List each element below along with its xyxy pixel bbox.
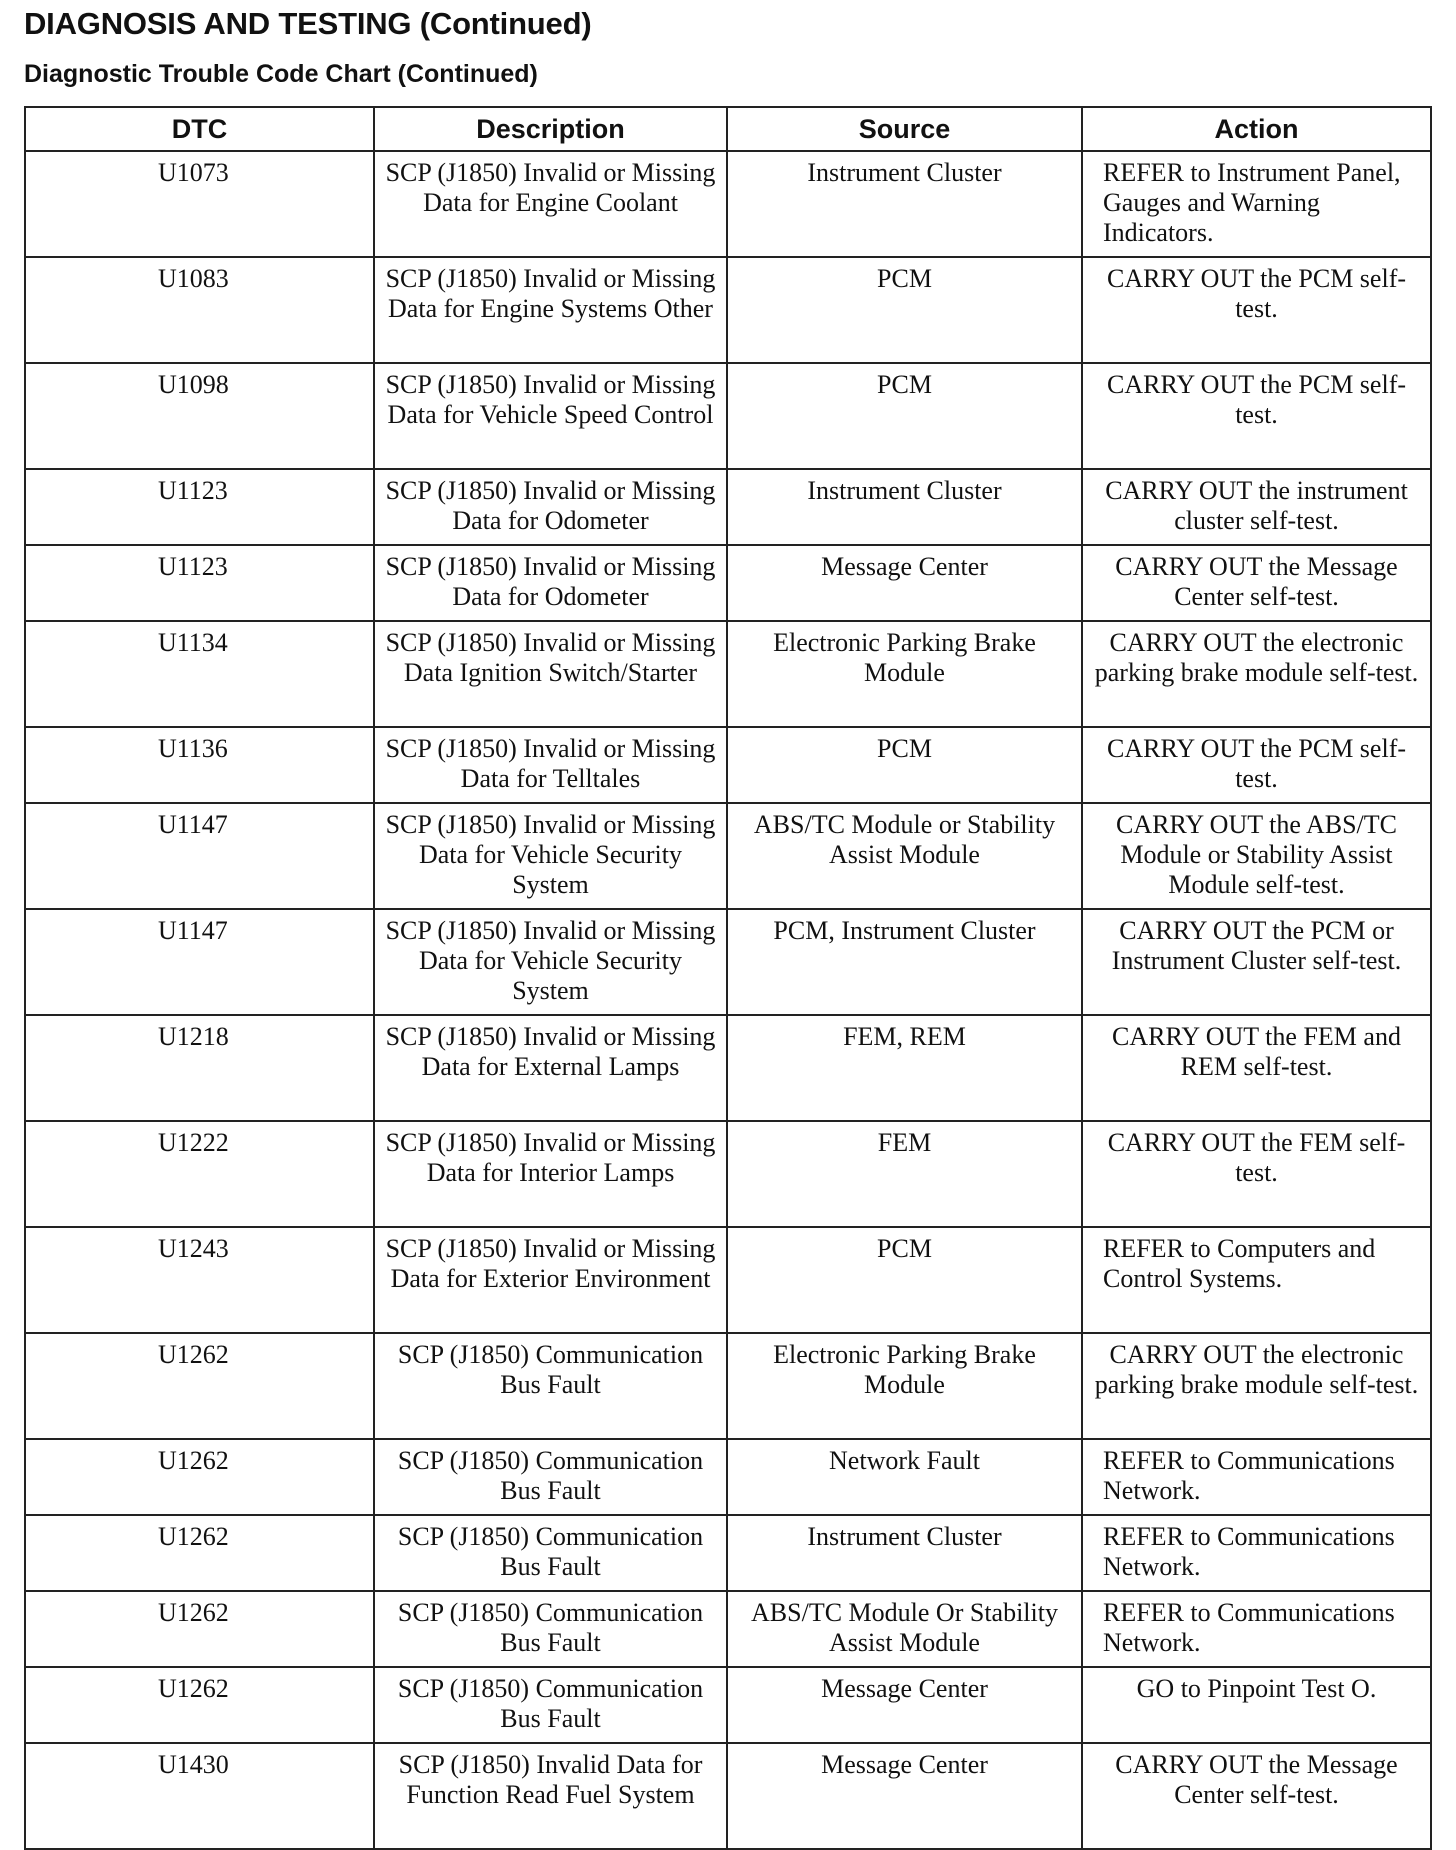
action-cell: REFER to Computers and Control Systems.: [1082, 1227, 1431, 1333]
source-cell: PCM: [727, 727, 1082, 803]
table-row: [25, 1667, 1431, 1743]
source-cell: ABS/TC Module or Stability Assist Module: [727, 803, 1082, 909]
dtc-cell: U1262: [25, 1515, 374, 1591]
action-cell: CARRY OUT the Message Center self-test.: [1082, 1743, 1431, 1849]
description-cell: SCP (J1850) Invalid or Missing Data for Odometer: [374, 545, 727, 621]
action-cell: CARRY OUT the Message Center self-test.: [1082, 545, 1431, 621]
description-cell: SCP (J1850) Invalid or Missing Data for Engine Systems Other: [374, 257, 727, 363]
description-cell: SCP (J1850) Invalid or Missing Data for Vehicle Security System: [374, 909, 727, 1015]
table-row: [25, 803, 1431, 909]
source-cell: Message Center: [727, 545, 1082, 621]
description-cell: SCP (J1850) Communication Bus Fault: [374, 1591, 727, 1667]
source-cell: ABS/TC Module Or Stability Assist Module: [727, 1591, 1082, 1667]
description-cell: SCP (J1850) Communication Bus Fault: [374, 1515, 727, 1591]
action-cell: REFER to Communications Network.: [1082, 1439, 1431, 1515]
source-cell: PCM: [727, 257, 1082, 363]
dtc-cell: U1136: [25, 727, 374, 803]
table-header-row: [25, 107, 1431, 151]
dtc-cell: U1123: [25, 469, 374, 545]
source-cell: PCM: [727, 1227, 1082, 1333]
description-cell: SCP (J1850) Invalid Data for Function Read Fuel System: [374, 1743, 727, 1849]
action-cell: GO to Pinpoint Test O.: [1082, 1667, 1431, 1743]
dtc-cell: U1083: [25, 257, 374, 363]
dtc-cell: U1262: [25, 1667, 374, 1743]
table-row: [25, 545, 1431, 621]
dtc-cell: U1123: [25, 545, 374, 621]
source-cell: FEM, REM: [727, 1015, 1082, 1121]
dtc-cell: U1218: [25, 1015, 374, 1121]
source-cell: PCM: [727, 363, 1082, 469]
dtc-cell: U1222: [25, 1121, 374, 1227]
dtc-cell: U1262: [25, 1591, 374, 1667]
source-cell: Message Center: [727, 1743, 1082, 1849]
dtc-cell: U1430: [25, 1743, 374, 1849]
description-cell: SCP (J1850) Communication Bus Fault: [374, 1667, 727, 1743]
table-row: [25, 1227, 1431, 1333]
action-cell: CARRY OUT the electronic parking brake module self-test.: [1082, 621, 1431, 727]
dtc-table: [24, 106, 1432, 1850]
table-row: [25, 363, 1431, 469]
table-row: [25, 469, 1431, 545]
description-cell: SCP (J1850) Invalid or Missing Data for Vehicle Speed Control: [374, 363, 727, 469]
action-cell: REFER to Communications Network.: [1082, 1515, 1431, 1591]
source-cell: Instrument Cluster: [727, 151, 1082, 257]
table-row: [25, 1515, 1431, 1591]
action-cell: CARRY OUT the FEM self-test.: [1082, 1121, 1431, 1227]
description-cell: SCP (J1850) Communication Bus Fault: [374, 1439, 727, 1515]
column-header-description: Description: [374, 107, 727, 151]
column-header-source: Source: [727, 107, 1082, 151]
source-cell: Network Fault: [727, 1439, 1082, 1515]
table-row: [25, 257, 1431, 363]
table-row: [25, 1121, 1431, 1227]
dtc-cell: U1147: [25, 909, 374, 1015]
description-cell: SCP (J1850) Invalid or Missing Data for Odometer: [374, 469, 727, 545]
source-cell: Message Center: [727, 1667, 1082, 1743]
column-header-action: Action: [1082, 107, 1431, 151]
dtc-cell: U1073: [25, 151, 374, 257]
source-cell: Instrument Cluster: [727, 469, 1082, 545]
dtc-cell: U1098: [25, 363, 374, 469]
table-row: [25, 727, 1431, 803]
action-cell: CARRY OUT the electronic parking brake module self-test.: [1082, 1333, 1431, 1439]
description-cell: SCP (J1850) Invalid or Missing Data for External Lamps: [374, 1015, 727, 1121]
table-row: [25, 1015, 1431, 1121]
source-cell: PCM, Instrument Cluster: [727, 909, 1082, 1015]
action-cell: CARRY OUT the ABS/TC Module or Stability Assist Module self-test.: [1082, 803, 1431, 909]
dtc-cell: U1262: [25, 1333, 374, 1439]
table-row: [25, 1439, 1431, 1515]
action-cell: CARRY OUT the PCM or Instrument Cluster self-test.: [1082, 909, 1431, 1015]
dtc-cell: U1262: [25, 1439, 374, 1515]
table-row: [25, 151, 1431, 257]
description-cell: SCP (J1850) Invalid or Missing Data Ignition Switch/Starter: [374, 621, 727, 727]
page-title: DIAGNOSIS AND TESTING (Continued): [24, 6, 592, 41]
description-cell: SCP (J1850) Invalid or Missing Data for Exterior Environment: [374, 1227, 727, 1333]
table-row: [25, 1333, 1431, 1439]
action-cell: CARRY OUT the PCM self-test.: [1082, 727, 1431, 803]
action-cell: CARRY OUT the FEM and REM self-test.: [1082, 1015, 1431, 1121]
description-cell: SCP (J1850) Invalid or Missing Data for Telltales: [374, 727, 727, 803]
description-cell: SCP (J1850) Invalid or Missing Data for Engine Coolant: [374, 151, 727, 257]
column-header-dtc: DTC: [25, 107, 374, 151]
table-row: [25, 1743, 1431, 1849]
action-cell: REFER to Instrument Panel, Gauges and Warning Indicators.: [1082, 151, 1431, 257]
description-cell: SCP (J1850) Invalid or Missing Data for Interior Lamps: [374, 1121, 727, 1227]
source-cell: FEM: [727, 1121, 1082, 1227]
action-cell: REFER to Communications Network.: [1082, 1591, 1431, 1667]
action-cell: CARRY OUT the PCM self-test.: [1082, 257, 1431, 363]
dtc-cell: U1243: [25, 1227, 374, 1333]
table-row: [25, 909, 1431, 1015]
dtc-cell: U1147: [25, 803, 374, 909]
action-cell: CARRY OUT the PCM self-test.: [1082, 363, 1431, 469]
source-cell: Electronic Parking Brake Module: [727, 1333, 1082, 1439]
description-cell: SCP (J1850) Communication Bus Fault: [374, 1333, 727, 1439]
source-cell: Electronic Parking Brake Module: [727, 621, 1082, 727]
description-cell: SCP (J1850) Invalid or Missing Data for Vehicle Security System: [374, 803, 727, 909]
section-title: Diagnostic Trouble Code Chart (Continued): [24, 60, 538, 88]
table-row: [25, 1591, 1431, 1667]
source-cell: Instrument Cluster: [727, 1515, 1082, 1591]
table-row: [25, 621, 1431, 727]
dtc-cell: U1134: [25, 621, 374, 727]
action-cell: CARRY OUT the instrument cluster self-test.: [1082, 469, 1431, 545]
